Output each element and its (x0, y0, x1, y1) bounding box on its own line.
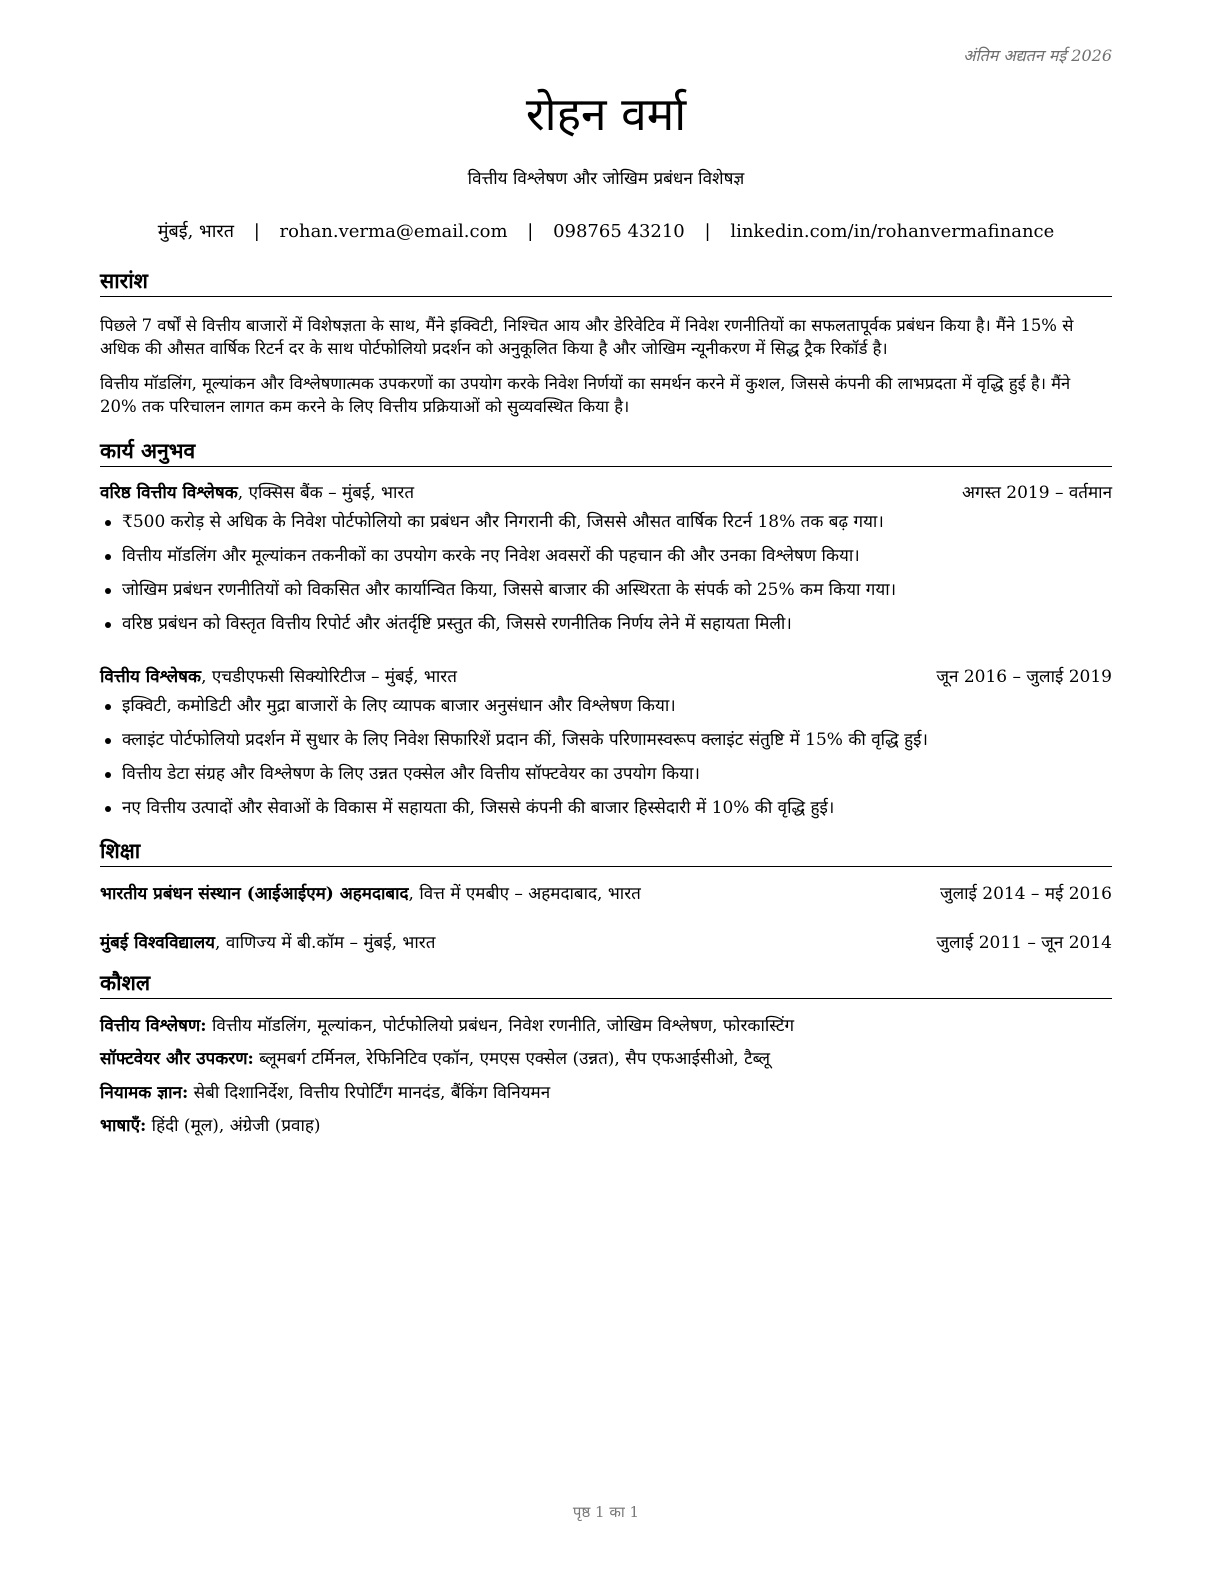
education-detail: , वाणिज्य में बी.कॉम – मुंबई, भारत (215, 933, 436, 953)
job-bullets (100, 511, 1112, 647)
section-title-summary: सारांश (100, 268, 1112, 297)
candidate-name: रोहन वर्मा (525, 87, 687, 141)
contact-phone: 098765 43210 (553, 221, 685, 242)
skill-label: भाषाएँ: (100, 1116, 147, 1136)
job-dates: अगस्त 2019 – वर्तमान (962, 483, 1112, 503)
section-title-experience: कार्य अनुभव (100, 438, 1112, 467)
job-role: वरिष्ठ वित्तीय विश्लेषक (100, 483, 238, 503)
last-updated: अंतिम अद्यतन मई 2026 (963, 46, 1112, 65)
skill-value: सेबी दिशानिर्देश, वित्तीय रिपोर्टिंग मानदंड, बैंकिंग विनियमन (188, 1083, 551, 1103)
skill-value: वित्तीय मॉडलिंग, मूल्यांकन, पोर्टफोलियो प्रबंधन, निवेश रणनीति, जोखिम विश्लेषण, फोरकास्टिंग (206, 1016, 795, 1036)
job-org: , एक्सिस बैंक – मुंबई, भारत (237, 483, 415, 503)
skill-label: नियामक ज्ञान: (100, 1083, 189, 1103)
education-institution: भारतीय प्रबंधन संस्थान (आईआईएम) अहमदाबाद (100, 884, 409, 904)
skill-line (100, 1015, 1112, 1037)
job-bullet: वरिष्ठ प्रबंधन को विस्तृत वित्तीय रिपोर्ट और अंतर्दृष्टि प्रस्तुत की, जिससे रणनीतिक निर्णय लेने में सहायता मिली। (100, 613, 1112, 647)
job-bullet: नए वित्तीय उत्पादों और सेवाओं के विकास में सहायता की, जिससे कंपनी की बाजार हिस्सेदारी में 10% की वृद्धि हुई। (100, 797, 1112, 831)
contact-email[interactable]: rohan.verma@email.com (279, 221, 508, 242)
job-dates: जून 2016 – जुलाई 2019 (936, 667, 1112, 687)
education-detail: , वित्त में एमबीए – अहमदाबाद, भारत (408, 884, 641, 904)
job-bullet: जोखिम प्रबंधन रणनीतियों को विकसित और कार्यान्वित किया, जिससे बाजार की अस्थिरता के संपर्क को 25% कम किया गया। (100, 579, 1112, 613)
section-title-skills: कौशल (100, 970, 1112, 999)
education-institution: मुंबई विश्वविद्यालय (100, 933, 216, 953)
headline: वित्तीय विश्लेषण और जोखिम प्रबंधन विशेषज्ञ (467, 169, 745, 189)
section-title-education: शिक्षा (100, 838, 1112, 867)
skill-line (100, 1115, 1112, 1137)
skill-value: ब्लूमबर्ग टर्मिनल, रेफिनिटिव एकॉन, एमएस एक्सेल (उन्नत), सैप एफआईसीओ, टैब्लू (253, 1049, 771, 1069)
contact-location: मुंबई, भारत (157, 221, 234, 242)
skill-line (100, 1048, 1112, 1070)
resume-page (100, 0, 1112, 1584)
job-bullets (100, 695, 1112, 831)
education-dates: जुलाई 2014 – मई 2016 (939, 884, 1112, 904)
job-bullet: वित्तीय डेटा संग्रह और विश्लेषण के लिए उन्नत एक्सेल और वित्तीय सॉफ्टवेयर का उपयोग किया। (100, 763, 1112, 797)
education-entry (100, 883, 1112, 905)
contact-separator: | (704, 221, 711, 242)
job-bullet: ₹500 करोड़ से अधिक के निवेश पोर्टफोलियो का प्रबंधन और निगरानी की, जिससे औसत वार्षिक रिटर्न 18% तक बढ़ गया। (100, 511, 1112, 545)
job-bullet: वित्तीय मॉडलिंग और मूल्यांकन तकनीकों का उपयोग करके नए निवेश अवसरों की पहचान की और उनका विश्लेषण किया। (100, 545, 1112, 579)
education-dates: जुलाई 2011 – जून 2014 (936, 933, 1112, 953)
page-number: पृष्ठ 1 का 1 (572, 1503, 640, 1521)
job-header (100, 666, 1112, 688)
skill-line (100, 1082, 1112, 1104)
contact-separator: | (527, 221, 534, 242)
job-bullet: क्लाइंट पोर्टफोलियो प्रदर्शन में सुधार के लिए निवेश सिफारिशें प्रदान कीं, जिसके परिणामस्वरूप क्लाइंट संतुष्टि में 15% की वृद्धि हुई। (100, 729, 1112, 763)
job-org: , एचडीएफसी सिक्योरिटीज – मुंबई, भारत (201, 667, 457, 687)
job-bullet: इक्विटी, कमोडिटी और मुद्रा बाजारों के लिए व्यापक बाजार अनुसंधान और विश्लेषण किया। (100, 695, 1112, 729)
summary-paragraph: वित्तीय मॉडलिंग, मूल्यांकन और विश्लेषणात्मक उपकरणों का उपयोग करके निवेश निर्णयों का समर्थन करने में कुशल, जिससे कंपनी की लाभप्रदता में वृद्धि हुई है। मैंने 20% तक परिचालन लागत कम करने के लिए वित्तीय प्रक्रियाओं को सुव्यवस्थित किया है। (100, 374, 1071, 416)
summary-paragraph: पिछले 7 वर्षों से वित्तीय बाजारों में विशेषज्ञता के साथ, मैंने इक्विटी, निश्चित आय और डेरिवेटिव में निवेश रणनीतियों का सफलतापूर्वक प्रबंधन किया है। मैंने 15% से अधिक की औसत वार्षिक रिटर्न दर के साथ पोर्टफोलियो प्रदर्शन को अनुकूलित किया है और जोखिम न्यूनीकरण में सिद्ध ट्रैक रिकॉर्ड है। (100, 316, 1074, 358)
job-role: वित्तीय विश्लेषक (100, 667, 202, 687)
contact-line (100, 219, 1112, 243)
skill-value: हिंदी (मूल), अंग्रेजी (प्रवाह) (146, 1116, 321, 1136)
contact-linkedin[interactable]: linkedin.com/in/rohanvermafinance (730, 221, 1055, 242)
skill-label: वित्तीय विश्लेषण: (100, 1016, 207, 1036)
skill-label: सॉफ्टवेयर और उपकरण: (100, 1049, 254, 1069)
job-header (100, 482, 1112, 504)
contact-separator: | (253, 221, 260, 242)
education-entry (100, 932, 1112, 954)
